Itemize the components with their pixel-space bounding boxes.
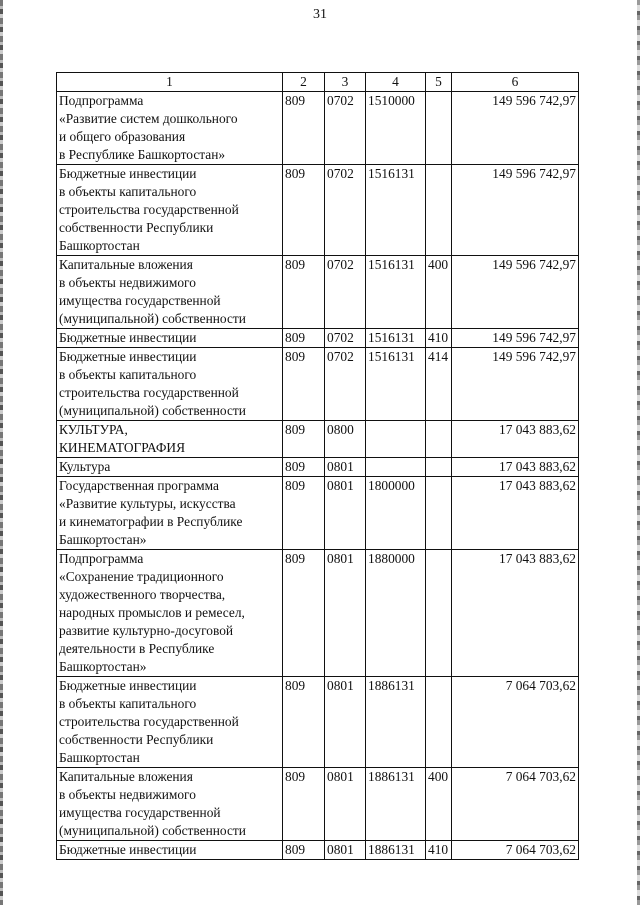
table-row — [57, 256, 579, 329]
amount-cell: 17 043 883,62 — [452, 421, 579, 458]
amount-cell: 149 596 742,97 — [452, 256, 579, 329]
section-code-cell: 0702 — [325, 92, 366, 165]
expense-type-code-cell — [426, 458, 452, 477]
amount-cell: 149 596 742,97 — [452, 165, 579, 256]
amount-cell: 149 596 742,97 — [452, 348, 579, 421]
section-code-cell: 0801 — [325, 458, 366, 477]
section-code-cell: 0702 — [325, 165, 366, 256]
target-article-code-cell: 1800000 — [366, 477, 426, 550]
expense-type-code-cell — [426, 421, 452, 458]
target-article-code-cell: 1880000 — [366, 550, 426, 677]
section-code-cell: 0702 — [325, 329, 366, 348]
table-row — [57, 165, 579, 256]
row-name-cell: КУЛЬТУРА, КИНЕМАТОГРАФИЯ — [57, 421, 283, 458]
expense-type-code-cell — [426, 477, 452, 550]
row-name-cell: Бюджетные инвестиции в объекты капитального строительства государственной (муниципальной) собственности — [57, 348, 283, 421]
row-name-cell: Бюджетные инвестиции — [57, 329, 283, 348]
budget-table — [56, 72, 579, 860]
section-code-cell: 0801 — [325, 550, 366, 677]
table-row — [57, 550, 579, 677]
target-article-code-cell: 1516131 — [366, 329, 426, 348]
target-article-code-cell: 1510000 — [366, 92, 426, 165]
column-header: 3 — [325, 73, 366, 92]
ministry-code-cell: 809 — [283, 458, 325, 477]
expense-type-code-cell — [426, 677, 452, 768]
table-header-row — [57, 73, 579, 92]
target-article-code-cell: 1886131 — [366, 677, 426, 768]
column-header: 2 — [283, 73, 325, 92]
amount-cell: 17 043 883,62 — [452, 550, 579, 677]
section-code-cell: 0801 — [325, 841, 366, 860]
row-name-cell: Бюджетные инвестиции в объекты капитального строительства государственной собственности Республики Башкортостан — [57, 165, 283, 256]
row-name-cell: Культура — [57, 458, 283, 477]
section-code-cell: 0801 — [325, 477, 366, 550]
ministry-code-cell: 809 — [283, 329, 325, 348]
column-header: 5 — [426, 73, 452, 92]
ministry-code-cell: 809 — [283, 477, 325, 550]
target-article-code-cell — [366, 458, 426, 477]
ministry-code-cell: 809 — [283, 550, 325, 677]
section-code-cell: 0801 — [325, 677, 366, 768]
table-row — [57, 92, 579, 165]
target-article-code-cell: 1516131 — [366, 256, 426, 329]
expense-type-code-cell — [426, 165, 452, 256]
target-article-code-cell — [366, 421, 426, 458]
section-code-cell: 0702 — [325, 256, 366, 329]
row-name-cell: Подпрограмма «Сохранение традиционного художественного творчества, народных промыслов и ремесел, развитие культурно-досуговой деятельности в Республике Башкортостан» — [57, 550, 283, 677]
table-row — [57, 421, 579, 458]
expense-type-code-cell — [426, 92, 452, 165]
target-article-code-cell: 1516131 — [366, 165, 426, 256]
section-code-cell: 0800 — [325, 421, 366, 458]
table-row — [57, 348, 579, 421]
expense-type-code-cell — [426, 550, 452, 677]
ministry-code-cell: 809 — [283, 165, 325, 256]
page-number: 31 — [313, 7, 327, 22]
amount-cell: 17 043 883,62 — [452, 477, 579, 550]
row-name-cell: Бюджетные инвестиции — [57, 841, 283, 860]
section-code-cell: 0801 — [325, 768, 366, 841]
ministry-code-cell: 809 — [283, 92, 325, 165]
amount-cell: 7 064 703,62 — [452, 841, 579, 860]
column-header: 4 — [366, 73, 426, 92]
expense-type-code-cell: 410 — [426, 329, 452, 348]
expense-type-code-cell: 410 — [426, 841, 452, 860]
amount-cell: 149 596 742,97 — [452, 92, 579, 165]
table-row — [57, 329, 579, 348]
section-code-cell: 0702 — [325, 348, 366, 421]
ministry-code-cell: 809 — [283, 348, 325, 421]
row-name-cell: Капитальные вложения в объекты недвижимого имущества государственной (муниципальной) собственности — [57, 256, 283, 329]
amount-cell: 17 043 883,62 — [452, 458, 579, 477]
row-name-cell: Государственная программа «Развитие культуры, искусства и кинематографии в Республике Башкортостан» — [57, 477, 283, 550]
amount-cell: 7 064 703,62 — [452, 677, 579, 768]
target-article-code-cell: 1886131 — [366, 841, 426, 860]
amount-cell: 149 596 742,97 — [452, 329, 579, 348]
target-article-code-cell: 1516131 — [366, 348, 426, 421]
expense-type-code-cell: 414 — [426, 348, 452, 421]
table-row — [57, 458, 579, 477]
target-article-code-cell: 1886131 — [366, 768, 426, 841]
expense-type-code-cell: 400 — [426, 256, 452, 329]
ministry-code-cell: 809 — [283, 677, 325, 768]
row-name-cell: Капитальные вложения в объекты недвижимого имущества государственной (муниципальной) собственности — [57, 768, 283, 841]
row-name-cell: Бюджетные инвестиции в объекты капитального строительства государственной собственности Республики Башкортостан — [57, 677, 283, 768]
expense-type-code-cell: 400 — [426, 768, 452, 841]
ministry-code-cell: 809 — [283, 841, 325, 860]
ministry-code-cell: 809 — [283, 768, 325, 841]
amount-cell: 7 064 703,62 — [452, 768, 579, 841]
column-header: 6 — [452, 73, 579, 92]
column-header: 1 — [57, 73, 283, 92]
table-row — [57, 677, 579, 768]
table-row — [57, 768, 579, 841]
row-name-cell: Подпрограмма «Развитие систем дошкольного и общего образования в Республике Башкортостан» — [57, 92, 283, 165]
ministry-code-cell: 809 — [283, 256, 325, 329]
table-body — [57, 73, 579, 860]
table-row — [57, 477, 579, 550]
ministry-code-cell: 809 — [283, 421, 325, 458]
table-row — [57, 841, 579, 860]
scan-edge-left — [0, 0, 3, 905]
